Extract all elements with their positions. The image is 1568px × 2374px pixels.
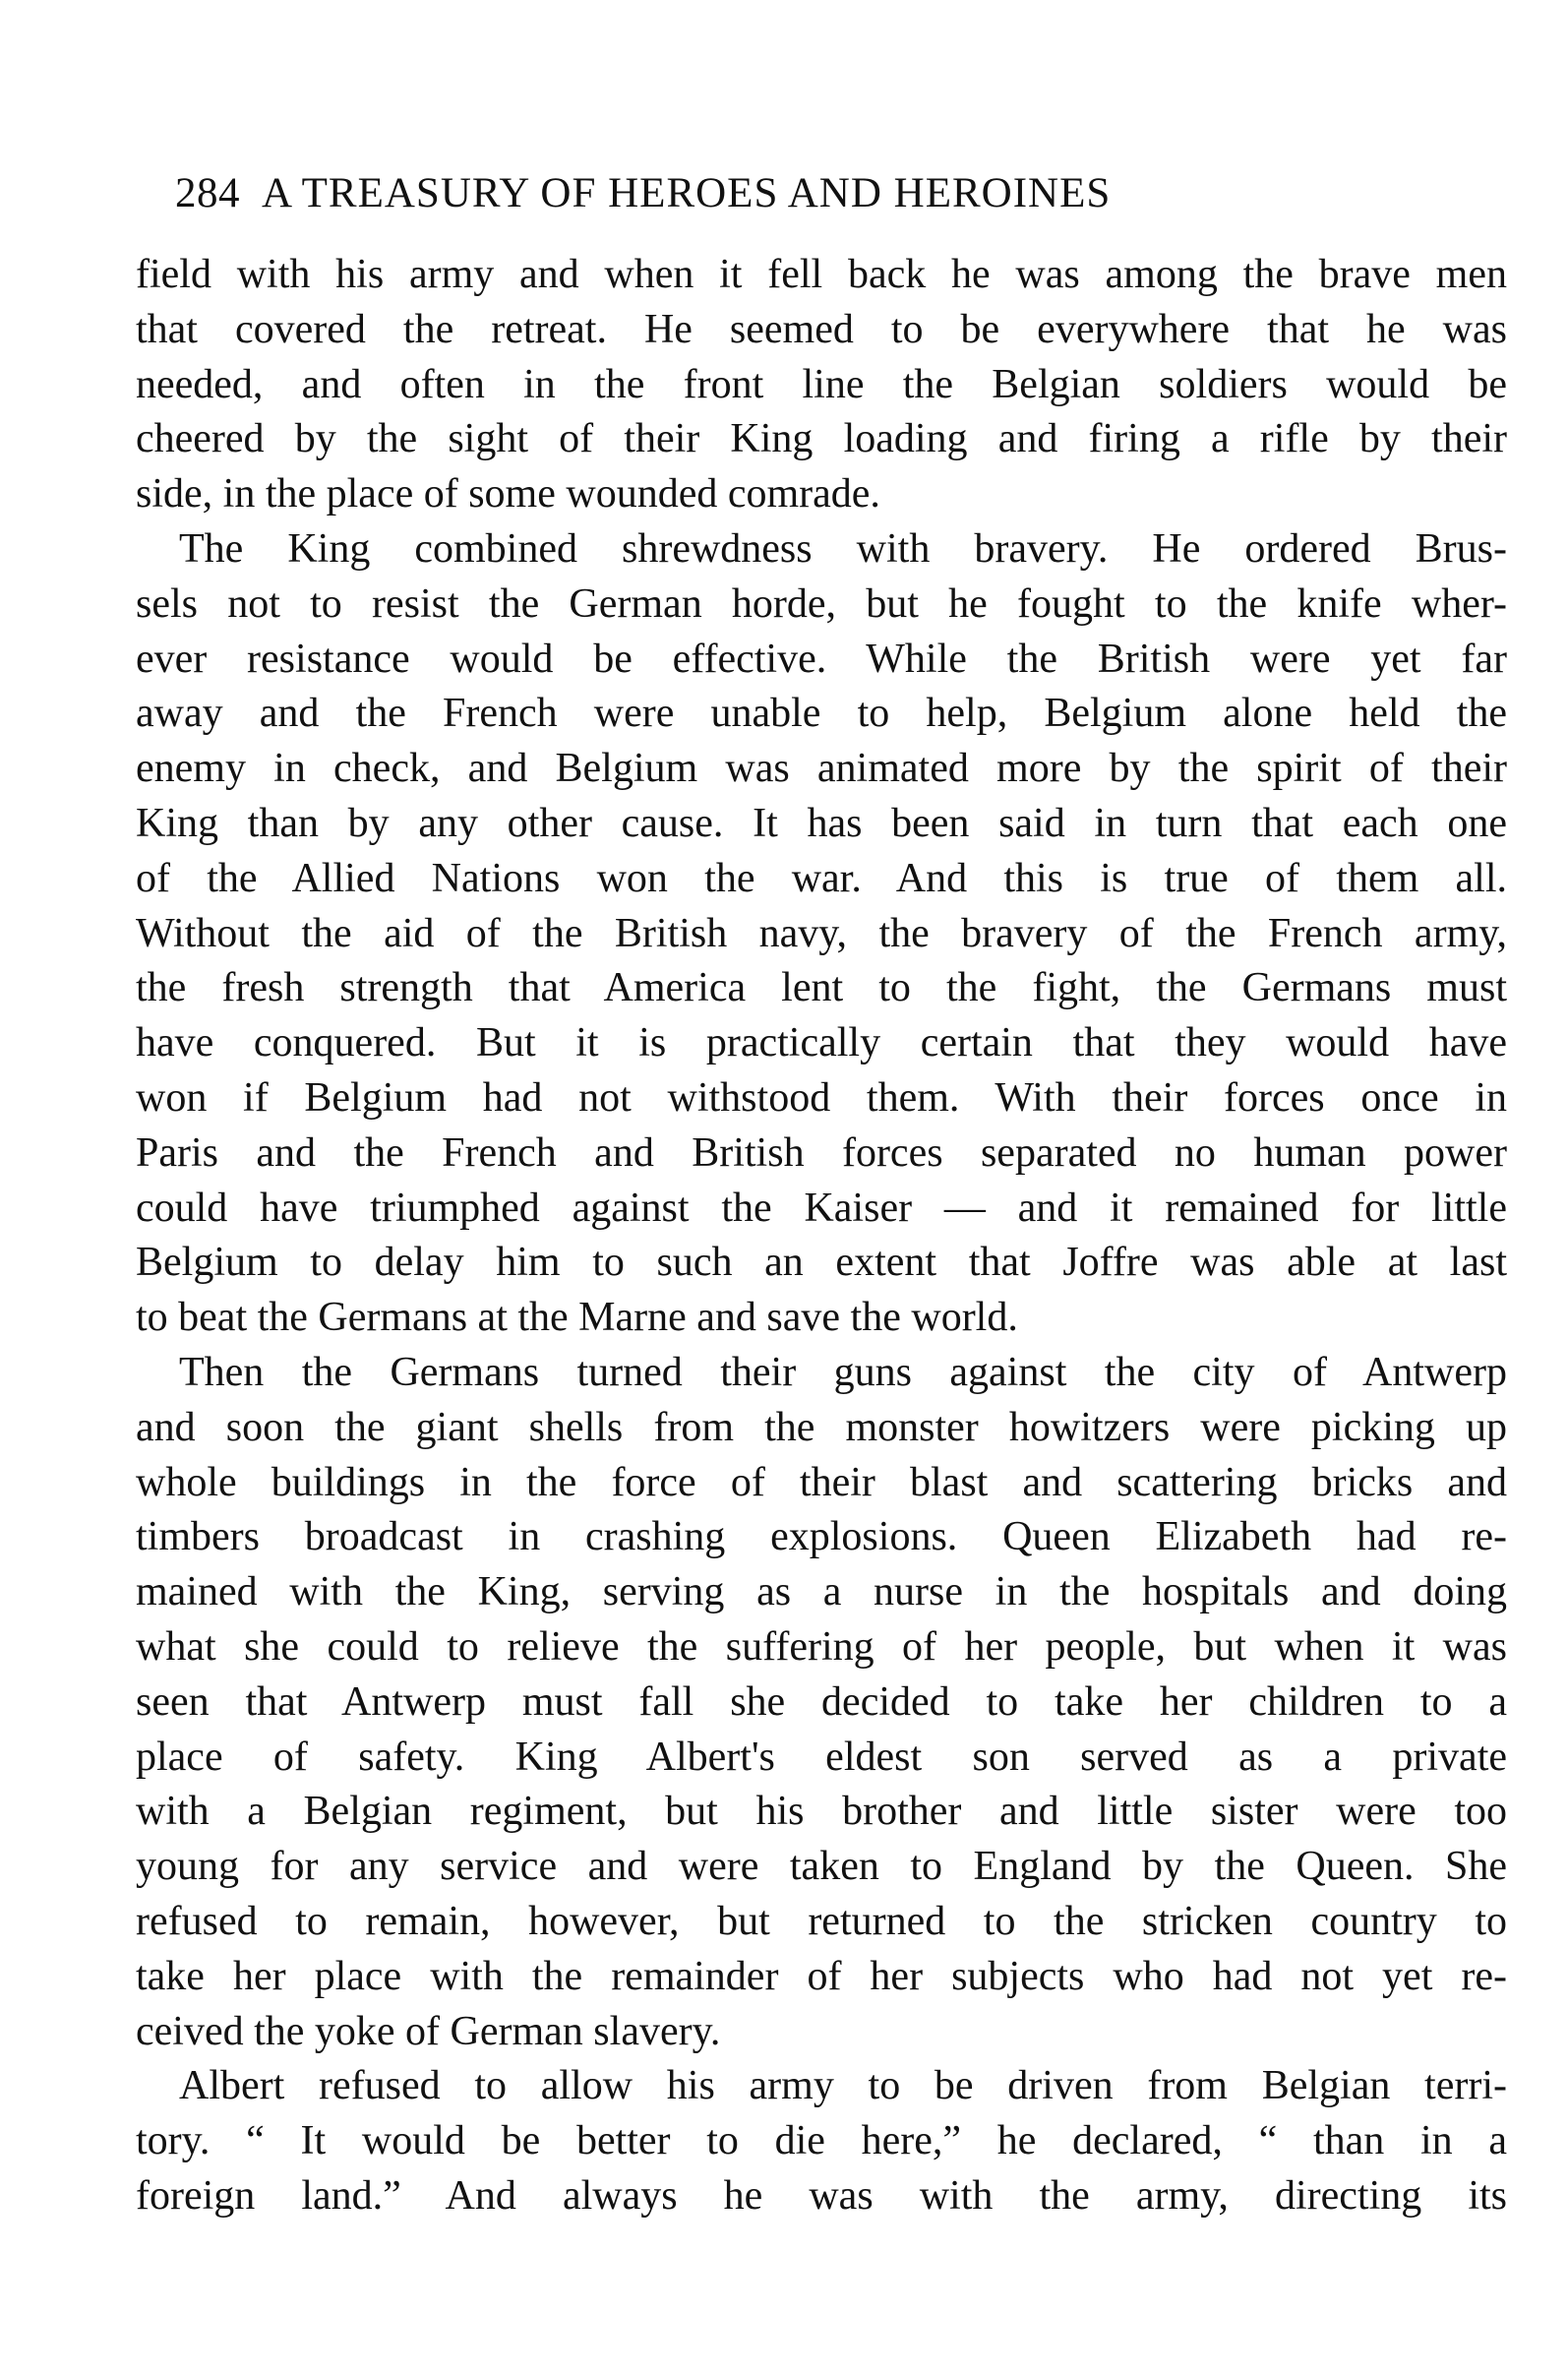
page-header: [175, 167, 1356, 220]
text-line: Albert refused to allow his army to be driven from Belgian terri-: [179, 2063, 1507, 2109]
text-line: tory. “ It would be better to die here,” he declared, “ than in a: [136, 2118, 1507, 2164]
text-line: to beat the Germans at the Marne and save the world.: [136, 1295, 1018, 1341]
text-line: what she could to relieve the suffering of her people, but when it was: [136, 1623, 1507, 1670]
text-line: won if Belgium had not withstood them. With their forces once in: [136, 1074, 1507, 1121]
text-line: refused to remain, however, but returned to the stricken country to: [136, 1898, 1507, 1944]
text-line: the fresh strength that America lent to the fight, the Germans must: [136, 965, 1507, 1011]
text-line: timbers broadcast in crashing explosions. Queen Elizabeth had re-: [136, 1514, 1507, 1560]
text-line: with a Belgian regiment, but his brother and little sister were too: [136, 1789, 1507, 1835]
text-line: ever resistance would be effective. While the British were yet far: [136, 636, 1507, 682]
text-line: could have triumphed against the Kaiser — and it remained for little: [136, 1185, 1507, 1231]
text-line: Then the Germans turned their guns against the city of Antwerp: [179, 1349, 1507, 1395]
text-line: away and the French were unable to help, Belgium alone held the: [136, 691, 1507, 737]
text-line: sels not to resist the German horde, but he fought to the knife wher-: [136, 580, 1507, 627]
text-line: that covered the retreat. He seemed to be everywhere that he was: [136, 306, 1507, 352]
text-line: cheered by the sight of their King loading and firing a rifle by their: [136, 416, 1507, 462]
text-line: Belgium to delay him to such an extent that Joffre was able at last: [136, 1240, 1507, 1286]
text-line: take her place with the remainder of her subjects who had not yet re-: [136, 1953, 1507, 1999]
text-line: young for any service and were taken to England by the Queen. She: [136, 1844, 1507, 1890]
text-line: Without the aid of the British navy, the bravery of the French army,: [136, 910, 1507, 956]
body-text: [136, 248, 1507, 2224]
text-line: mained with the King, serving as a nurse in the hospitals and doing: [136, 1569, 1507, 1615]
text-line: whole buildings in the force of their blast and scattering bricks and: [136, 1459, 1507, 1505]
text-line: and soon the giant shells from the monster howitzers were picking up: [136, 1404, 1507, 1450]
text-line: The King combined shrewdness with bravery. He ordered Brus-: [179, 525, 1507, 572]
text-line: King than by any other cause. It has been said in turn that each one: [136, 800, 1507, 846]
text-line: enemy in check, and Belgium was animated more by the spirit of their: [136, 746, 1507, 792]
text-line: place of safety. King Albert's eldest son served as a private: [136, 1734, 1507, 1780]
text-line: ceived the yoke of German slavery.: [136, 2008, 721, 2054]
text-line: of the Allied Nations won the war. And this is true of them all.: [136, 855, 1507, 901]
text-line: seen that Antwerp must fall she decided to take her children to a: [136, 1678, 1507, 1725]
text-line: Paris and the French and British forces separated no human power: [136, 1129, 1507, 1176]
running-title: A TREASURY OF HEROES AND HEROINES: [262, 170, 1112, 216]
text-line: field with his army and when it fell back he was among the brave men: [136, 252, 1507, 297]
text-line: side, in the place of some wounded comrade.: [136, 471, 880, 517]
text-line: foreign land.” And always he was with the army, directing its: [136, 2172, 1507, 2219]
page-number: 284: [175, 170, 240, 216]
text-line: have conquered. But it is practically certain that they would have: [136, 1020, 1507, 1066]
text-line: needed, and often in the front line the Belgian soldiers would be: [136, 361, 1507, 407]
